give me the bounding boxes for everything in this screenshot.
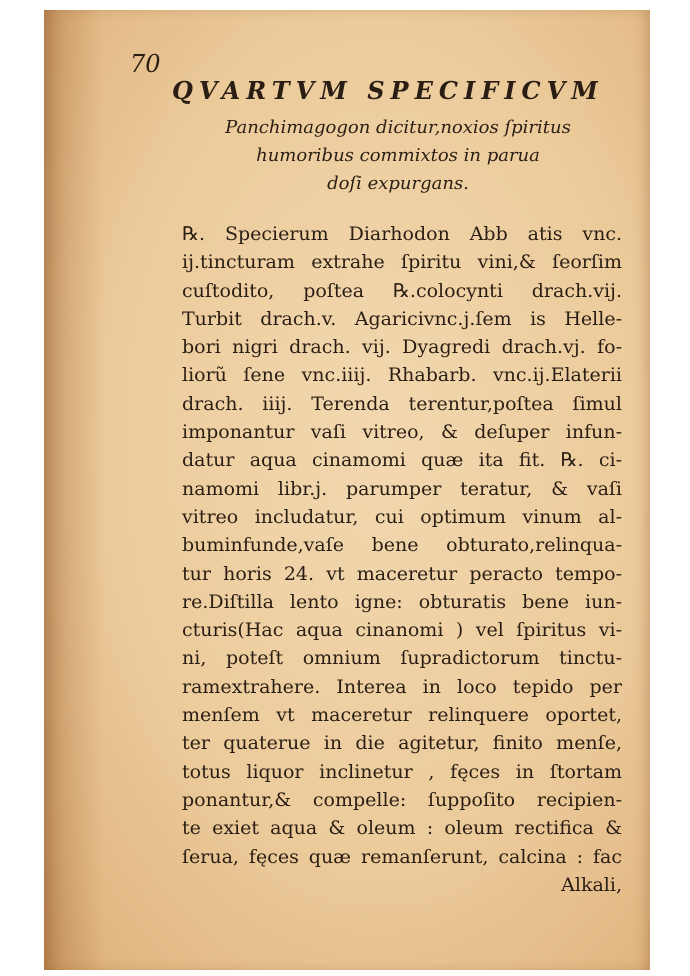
body-line: menſem vt maceretur relinquere oportet, [182, 704, 622, 727]
body-line: datur aqua cinamomi quæ ita fit. ℞. ci- [182, 449, 622, 472]
section-title: QVARTVM SPECIFICVM [172, 76, 604, 105]
subtitle-line: doſi expurgans. [327, 173, 469, 194]
page-gutter-shadow [44, 10, 104, 970]
body-line: Turbit drach.v. Agaricivnc.j.ſem is Helle- [182, 307, 622, 330]
book-page [44, 10, 650, 970]
body-line: ni, poteſt omnium ſupradictorum tinctu- [182, 647, 622, 670]
body-line: te exiet aqua & oleum : oleum rectifica & [182, 817, 622, 840]
body-line: totus liquor inclinetur , fęces in ſtortam [182, 760, 622, 783]
body-line: ſerua, fęces quæ remanſerunt, calcina : fac [182, 845, 622, 868]
body-line: cturis(Hac aqua cinanomi ) vel ſpiritus vi- [182, 619, 622, 642]
body-line: vitreo includatur, cui optimum vinum al- [182, 505, 622, 528]
body-line: liorũ ſene vnc.iiij. Rhabarb. vnc.ij.Elaterii [182, 364, 622, 387]
subtitle-line: humoribus commixtos in parua [256, 145, 540, 166]
body-line: re.Diſtilla lento igne: obturatis bene iun- [182, 590, 622, 613]
body-line: cuſtodito, poſtea ℞.colocynti drach.vij. [182, 279, 622, 302]
page-number: 70 [130, 50, 161, 78]
section-subtitle [188, 114, 608, 198]
body-line: ter quaterue in die agitetur, finito menſe, [182, 732, 622, 755]
recipe-body [182, 220, 622, 899]
body-line: namomi libr.j. parumper teratur, & vaſi [182, 477, 622, 500]
body-line: ponantur,& compelle: ſuppoſito recipien- [182, 788, 622, 811]
body-line-catchword: Alkali, [561, 873, 622, 896]
body-line: ℞. Specierum Diarhodon Abb atis vnc. [182, 223, 622, 245]
body-line: bori nigri drach. vij. Dyagredi drach.vj. fo- [182, 336, 622, 359]
body-line: buminfunde,vaſe bene obturato,relinqua- [182, 534, 622, 557]
body-line: imponantur vaſi vitreo, & deſuper infun- [182, 421, 622, 444]
body-line: ij.tincturam extrahe ſpiritu vini,& ſeorſim [182, 251, 622, 274]
subtitle-line: Panchimagogon dicitur,noxios ſpiritus [225, 117, 571, 138]
body-line: tur horis 24. vt maceretur peracto tempo- [182, 562, 622, 585]
body-line: ramextrahere. Interea in loco tepido per [182, 675, 622, 698]
body-line: drach. iiij. Terenda terentur,poſtea ſimul [182, 392, 622, 415]
